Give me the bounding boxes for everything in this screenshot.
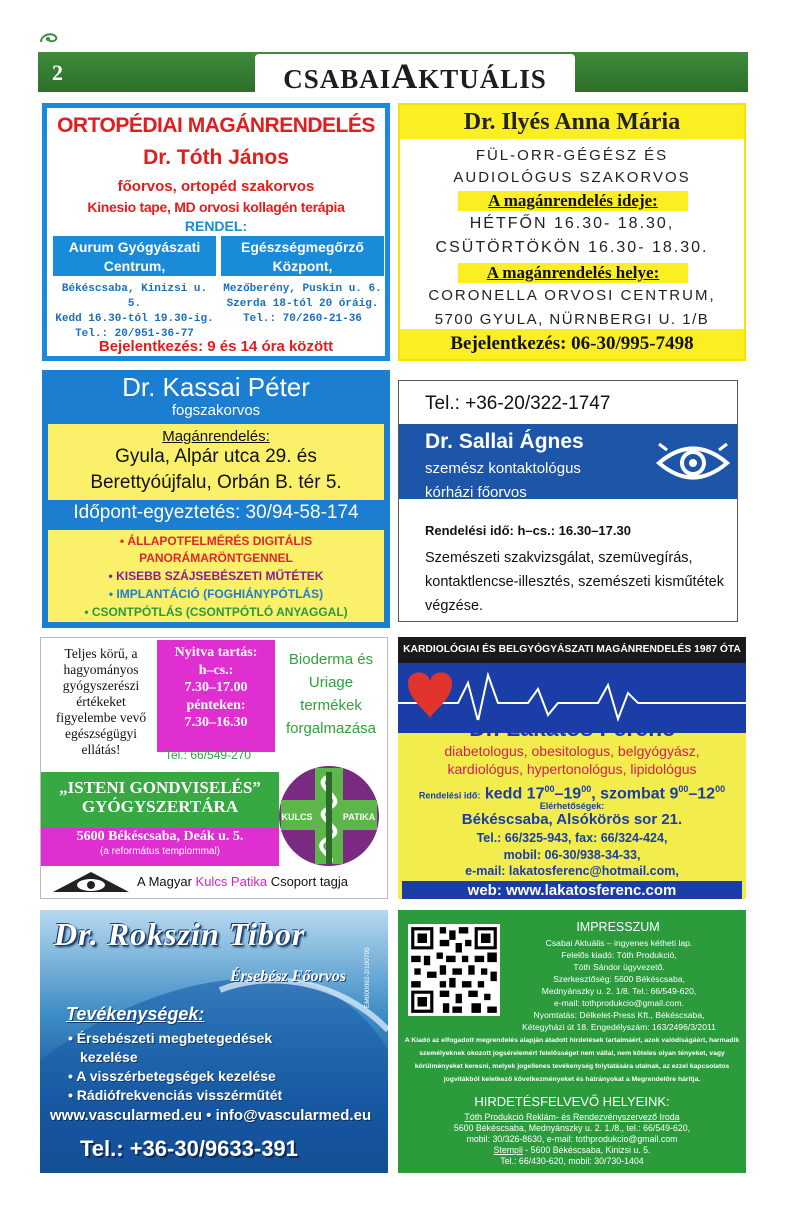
address: 5600 Békéscsaba, Deák u. 5.: [76, 829, 244, 844]
appointment-phone: Időpont-egyeztetés: 30/94-58-174: [73, 502, 359, 523]
mobile: mobil: 06-30/938-34-33,: [503, 848, 641, 862]
ads-stempli-contact: Tel.: 66/430-620, mobil: 30/730-1404: [500, 1156, 644, 1166]
ad-kassai: [42, 370, 390, 628]
ad-title: ORTOPÉDIAI MAGÁNRENDELÉS: [57, 114, 375, 137]
address-1: Gyula, Alpár utca 29. és: [115, 446, 317, 467]
ad-sallai: [398, 380, 738, 622]
doctor-name: Dr. Ilyés Anna Mária: [400, 105, 744, 139]
phone: Tel.: 66/325-943, fax: 66/324-424,: [476, 831, 668, 845]
doctor-name: Dr. Kassai Péter: [122, 372, 310, 402]
page-number: 2: [52, 60, 63, 85]
group-tagline: A Magyar Kulcs Patika Csoport tagja: [137, 874, 349, 889]
private-label: Magánrendelés:: [162, 428, 270, 445]
service-item: • CSONTPÓTLÁS (CSONTPÓTLÓ ANYAGGAL): [84, 605, 348, 619]
name-banner: [399, 424, 738, 499]
ad-rokszin: [40, 910, 388, 1173]
doctor-specialty: Érsebész Főorvos: [230, 968, 347, 985]
activity-item: • Rádiófrekvenciás visszérműtét: [68, 1087, 283, 1103]
kulcs-patika-logo: [277, 762, 381, 870]
address: Békéscsaba, Alsókörös sor 21.: [461, 811, 683, 828]
location-1-name: Aurum Gyógyászati Centrum,: [53, 236, 216, 276]
impressum: [398, 910, 746, 1173]
services-list: [48, 530, 384, 622]
location-1-details: Békéscsaba, Kinizsi u. 5. Kedd 16.30-tól 19.30-ig. Tel.: 20/951-36-77: [55, 283, 214, 340]
website: web: www.lakatosferenc.com: [402, 881, 742, 899]
activity-item: • A visszérbetegségek kezelése: [68, 1068, 276, 1084]
booking-info: Bejelentkezés: 9 és 14 óra között: [98, 338, 334, 355]
products-text: Bioderma és Uriage termékek forgalmazása: [285, 651, 377, 737]
ads-office: Tóth Produkció Reklám- és Rendezvényszervező Iroda: [464, 1112, 680, 1122]
website-email: www.vascularmed.eu • info@vascularmed.eu: [50, 1107, 372, 1124]
service-item: • ÁLLAPOTFELMÉRÉS DIGITÁLIS: [119, 534, 313, 548]
doctor-role: főorvos, ortopéd szakorvos: [117, 178, 315, 195]
specialty-2: kardiológus, hypertonológus, lipidológus: [447, 761, 697, 777]
intro-text: Teljes körű, a hagyományos gyógyszerészi értékeket figyelembe vevő egészségügyi ellátás!: [55, 646, 147, 757]
impressum-line: Csabai Aktuális – ingyenes kétheti lap.: [545, 938, 693, 948]
time-1: HÉTFŐN 16.30- 18.30,: [469, 215, 675, 232]
qr-code: [408, 924, 500, 1016]
ad-pharmacy: [40, 637, 388, 899]
magazine-title: CSABAIAKTUÁLIS: [255, 54, 575, 94]
service-item: • KISEBB SZÁJSEBÉSZETI MŰTÉTEK: [108, 569, 324, 583]
impressum-line: Szerkesztőség: 5600 Békéscsaba,: [553, 974, 685, 984]
activities-header: Tevékenységek:: [66, 1004, 205, 1024]
banner: KARDIOLÓGIAI ÉS BELGYÓGYÁSZATI MAGÁNRENDELÉS 1987 ÓTA: [398, 637, 746, 663]
contact-label: Elérhetőségek:: [539, 801, 605, 811]
booking-info: Bejelentkezés: 06-30/995-7498: [400, 329, 744, 359]
time-header: A magánrendelés ideje:: [458, 191, 688, 211]
address-note: (a református templommal): [99, 846, 221, 857]
doctor-name: Dr. Lakatos Ferenc: [469, 715, 675, 741]
activity-item: kezelése: [80, 1049, 138, 1065]
place-header: A magánrendelés helye:: [458, 263, 688, 283]
ads-address: 5600 Békéscsaba, Mednyánszky u. 2. 1./8., tel.: 66/549-620,: [453, 1123, 691, 1133]
impressum-line: e-mail: tothprodukcio@gmail.com.: [553, 998, 685, 1008]
phone: Tel.: 66/549-270: [165, 748, 252, 762]
ads-title: HIRDETÉSFELVEVŐ HELYEINK:: [474, 1094, 670, 1109]
office-hours: Rendelési idő: kedd $17^{00}-19^{00}$, szombat $9^{00}-12^{00}$: [418, 784, 726, 803]
time-2: CSÜTÖRTÖKÖN 16.30- 18.30.: [435, 239, 709, 256]
doctor-name: Dr. Tóth János: [143, 146, 289, 169]
location-2-details: Mezőberény, Puskin u. 6. Szerda 18-tól 20 óráig. Tel.: 70/260-21-36: [223, 283, 382, 325]
doctor-name: Dr. Sallai Ágnes: [425, 430, 584, 453]
specialty-1: diabetologus, obesitologus, belgyógyász,: [444, 743, 700, 759]
address-panel: [48, 424, 384, 500]
swirl-logo-icon: [38, 30, 60, 46]
rendel-label: RENDEL:: [184, 218, 248, 234]
eye-icon: [655, 440, 731, 486]
impressum-line: Nyomtatás: Délkelet-Press Kft., Békéscsaba,: [533, 1010, 705, 1020]
impressum-title: IMPRESSZUM: [576, 920, 660, 934]
ad-ortopedia: [42, 103, 390, 361]
ads-contact: mobil: 30/326-8630, e-mail: tothprodukcio@gmail.com: [466, 1134, 678, 1144]
impressum-line: Kétegyházi út 18. Engedélyszám: 163/2496/3/2011: [522, 1022, 716, 1032]
doctor-role: kórházi főorvos: [425, 484, 527, 501]
services: Kinesio tape, MD orvosi kollagén terápia: [87, 199, 345, 215]
activity-item: • Érsebészeti megbetegedések: [68, 1030, 273, 1046]
ad-lakatos: [398, 637, 746, 899]
services-description: Szemészeti szakvizsgálat, szemüvegírás, kontaktlencse-illesztés, szemészeti kisműtétek végzése.: [425, 550, 724, 614]
email: e-mail: lakatosferenc@hotmail.com,: [465, 864, 679, 878]
pharmacy-name: „ISTENI GONDVISELÉS” GYÓGYSZERTÁRA: [59, 778, 261, 816]
doctor-name: Dr. Rokszin Tibor: [54, 916, 306, 952]
impressum-line: Felelős kiadó: Tóth Produkció,: [561, 950, 677, 960]
disclaimer: A Kiadó az elfogadott megrendelés alapján átadott hirdetések tartalmáért, azok valódiságáért, harmadik személyeknek okozott jogsérelemért felelősséget nem vállal, nem köteles olyan tényeket, vagy körülményeket keresni, melyek jogellenes tevékenység folytatására utalnak, az ezzel kapcsolatos jogvitákból keletkező következményeket és hátrányokat a Megrendelőre hárítja.: [404, 1037, 740, 1083]
office-hours: Rendelési idő: h–cs.: 16.30–17.30: [425, 523, 631, 538]
svg-text:KULCS: KULCS: [281, 812, 313, 822]
doctor-specialty: fogszakorvos: [171, 402, 261, 419]
place-2: 5700 GYULA, NÜRNBERGI U. 1/B: [434, 311, 710, 328]
doctor-specialty: szemész kontaktológus: [425, 460, 581, 477]
place-1: CORONELLA ORVOSI CENTRUM,: [428, 287, 716, 304]
impressum-line: Mednyánszky u. 2. 1/8. Tel.: 66/549-620,: [541, 986, 697, 996]
service-item: • IMPLANTÁCIÓ (FOGHIÁNYPÓTLÁS): [108, 587, 324, 601]
address-2: Berettyóújfalu, Orbán B. tér 5.: [90, 472, 342, 493]
location-2-name: Egészségmegőrző Központ,: [221, 236, 384, 276]
svg-text:PATIKA: PATIKA: [342, 812, 376, 822]
eye-triangle-icon: [49, 870, 133, 894]
service-item: PANORÁMARÖNTGENNEL: [139, 551, 293, 565]
specialty-1: FÜL-ORR-GÉGÉSZ ÉS: [475, 147, 669, 164]
ad-id: EM000082-2/100795: [364, 947, 371, 1008]
ad-ilyes: [398, 103, 746, 361]
phone: Tel.: +36-20/322-1747: [425, 393, 611, 414]
ads-stempli: Stempli - 5600 Békéscsaba, Kinizsi u. 5.: [493, 1145, 651, 1155]
phone: Tel.: +36-30/9633-391: [80, 1136, 298, 1161]
impressum-line: Tóth Sándor ügyvezető.: [573, 962, 665, 972]
specialty-2: AUDIOLÓGUS SZAKORVOS: [453, 169, 691, 186]
opening-hours: Nyitva tartás: h–cs.: 7.30–17.00 pénteken: 7.30–16.30: [157, 640, 275, 752]
